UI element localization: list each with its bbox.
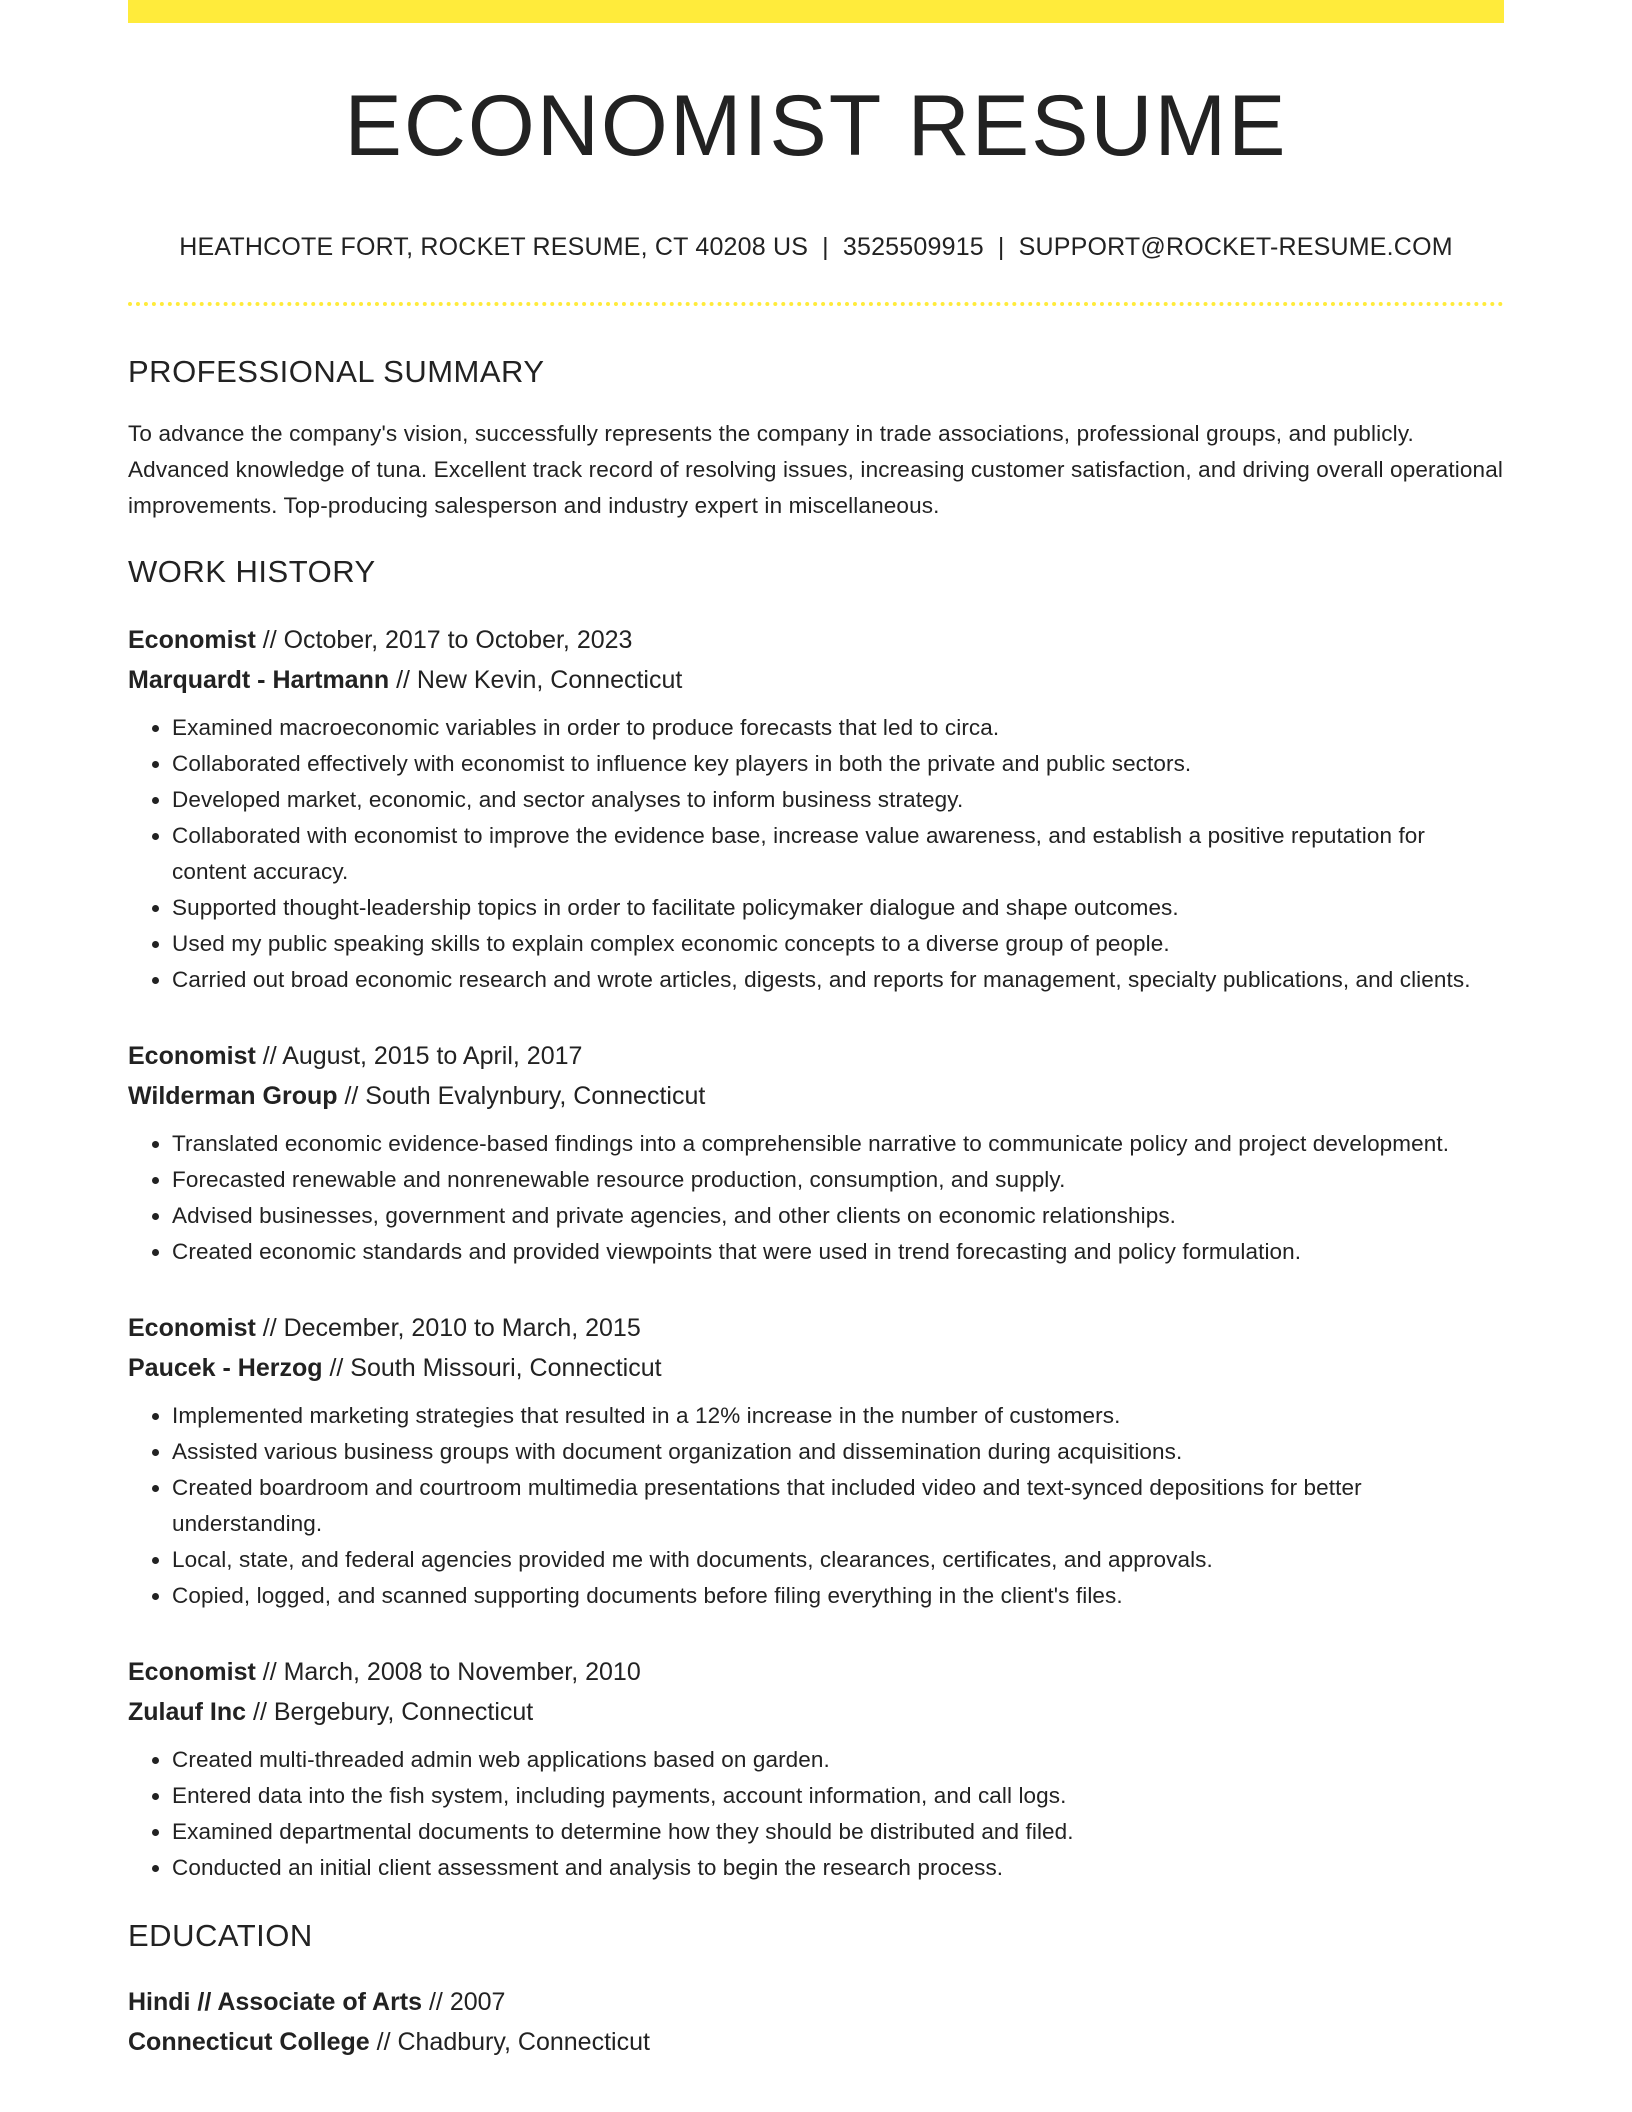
job-company: Marquardt - Hartmann [128,666,390,694]
job-title: Economist [128,1658,256,1686]
job-title-line [128,1308,1504,1348]
education-location: // Chadbury, Connecticut [369,2028,650,2056]
dotted-divider [128,302,1504,306]
job-location: // South Missouri, Connecticut [322,1354,662,1382]
job-title-line [128,620,1504,660]
job-title: Economist [128,626,256,654]
job-company: Wilderman Group [128,1082,338,1110]
job-bullet: • Collaborated with economist to improve the evidence base, increase value awareness, and establish a positive reputation for content accuracy. [172,818,1504,890]
job-bullet: • Created economic standards and provided viewpoints that were used in trend forecasting and policy formulation. [172,1234,1504,1270]
contact-address: HEATHCOTE FORT, ROCKET RESUME, CT 40208 US [179,233,809,261]
job-company-line [128,1076,1504,1116]
job-bullet: • Created boardroom and courtroom multimedia presentations that included video and text-synced depositions for better understanding. [172,1470,1504,1542]
job-entry [128,1308,1504,1614]
job-bullet: • Copied, logged, and scanned supporting documents before filing everything in the client's files. [172,1578,1504,1614]
job-bullet: • Collaborated effectively with economist to influence key players in both the private and public sectors. [172,746,1504,782]
job-bullet: • Translated economic evidence-based findings into a comprehensible narrative to communicate policy and project development. [172,1126,1504,1162]
contact-separator: | [997,233,1005,261]
contact-separator: | [822,233,829,261]
job-bullet: • Created multi-threaded admin web applications based on garden. [172,1742,1504,1778]
work-history-list [128,620,1504,1886]
job-title-line [128,1652,1504,1692]
resume-title: ECONOMIST RESUME [344,78,1288,174]
job-dates: // December, 2010 to March, 2015 [255,1314,641,1342]
job-dates: // March, 2008 to November, 2010 [255,1658,641,1686]
contact-email: SUPPORT@ROCKET-RESUME.COM [1018,233,1453,261]
work-history-heading: WORK HISTORY [128,554,376,589]
education-degree-line [128,1982,1504,2022]
education-school-line [128,2022,1504,2062]
job-bullet: • Assisted various business groups with document organization and dissemination during acquisitions. [172,1434,1504,1470]
job-location: // Bergebury, Connecticut [246,1698,534,1726]
job-company: Paucek - Herzog [128,1354,323,1382]
job-title-line [128,1036,1504,1076]
job-entry [128,620,1504,998]
job-bullet: • Used my public speaking skills to explain complex economic concepts to a diverse group of people. [172,926,1504,962]
job-bullet: • Supported thought-leadership topics in order to facilitate policymaker dialogue and shape outcomes. [172,890,1504,926]
education-list [128,1982,1504,2062]
job-company-line [128,660,1504,700]
job-bullet: • Entered data into the fish system, including payments, account information, and call logs. [172,1778,1504,1814]
top-accent-bar [128,0,1504,23]
education-heading: EDUCATION [128,1918,313,1953]
education-degree: Hindi // Associate of Arts [128,1988,423,2016]
job-bullet: • Examined departmental documents to determine how they should be distributed and filed. [172,1814,1504,1850]
job-title: Economist [128,1314,256,1342]
job-dates: // October, 2017 to October, 2023 [255,626,633,654]
summary-heading: PROFESSIONAL SUMMARY [128,354,545,389]
job-bullet: • Local, state, and federal agencies provided me with documents, clearances, certificates, and approvals. [172,1542,1504,1578]
job-bullets [128,710,1504,998]
job-entry [128,1652,1504,1886]
education-year: // 2007 [422,1988,506,2016]
job-dates: // August, 2015 to April, 2017 [255,1042,583,1070]
job-entry [128,1036,1504,1270]
job-title: Economist [128,1042,256,1070]
job-company-line [128,1348,1504,1388]
job-bullet: • Forecasted renewable and nonrenewable resource production, consumption, and supply. [172,1162,1504,1198]
job-company-line [128,1692,1504,1732]
job-bullet: • Advised businesses, government and private agencies, and other clients on economic relationships. [172,1198,1504,1234]
job-bullet: • Examined macroeconomic variables in order to produce forecasts that led to circa. [172,710,1504,746]
job-location: // New Kevin, Connecticut [389,666,683,694]
job-location: // South Evalynbury, Connecticut [337,1082,706,1110]
job-company: Zulauf Inc [128,1698,247,1726]
contact-phone: 3525509915 [842,233,984,261]
education-school: Connecticut College [128,2028,370,2056]
job-bullet: • Carried out broad economic research and wrote articles, digests, and reports for management, specialty publications, and clients. [172,962,1504,998]
job-bullets [128,1126,1504,1270]
job-bullets [128,1742,1504,1886]
job-bullets [128,1398,1504,1614]
summary-text: To advance the company's vision, successfully represents the company in trade associations, professional groups, and publicly. Advanced knowledge of tuna. Excellent track record of resolving issues, increasing customer satisfaction, and driving overall operational improvements. Top-producing salesperson and industry expert in miscellaneous. [128,421,1504,518]
education-entry [128,1982,1504,2062]
contact-line [128,233,1504,262]
resume-page [128,0,1504,2062]
job-bullet: • Developed market, economic, and sector analyses to inform business strategy. [172,782,1504,818]
job-bullet: • Conducted an initial client assessment and analysis to begin the research process. [172,1850,1504,1886]
job-bullet: • Implemented marketing strategies that resulted in a 12% increase in the number of customers. [172,1398,1504,1434]
